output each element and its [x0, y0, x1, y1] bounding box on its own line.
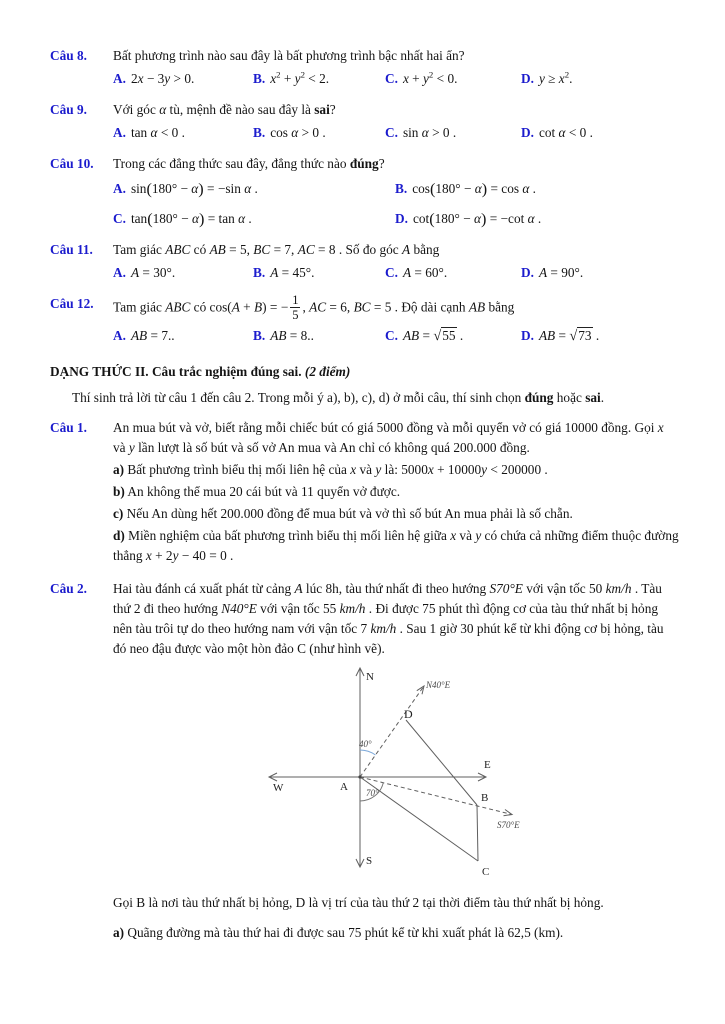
figure-caption: Gọi B là nơi tàu thứ nhất bị hỏng, D là vị trí của tàu thứ 2 tại thời điểm tàu thứ nhất bị hỏng.	[113, 895, 604, 910]
part2-true-false	[50, 362, 679, 945]
question-8	[50, 46, 679, 89]
option-letter: C.	[385, 125, 398, 140]
option-text: A = 45°.	[270, 265, 315, 280]
option-c	[113, 209, 395, 229]
compass-bearing-diagram	[255, 663, 575, 881]
option-letter: D.	[521, 265, 534, 280]
options-row	[113, 326, 679, 346]
option-letter: B.	[253, 125, 266, 140]
option-d	[521, 69, 679, 89]
bearing-n40e-arrow-icon	[417, 686, 424, 694]
question-number: Câu 12.	[50, 296, 94, 311]
option-d	[395, 209, 679, 229]
option-a	[113, 326, 253, 346]
option-text: AB = √73 .	[538, 328, 600, 344]
option-text: AB = 8..	[270, 328, 314, 343]
question-number: Câu 11.	[50, 242, 93, 257]
point-d-label: D	[404, 707, 413, 721]
statement-a: a) Quãng đường mà tàu thứ hai đi được sau 75 phút kể từ khi xuất phát là 62,5 (km).	[113, 925, 564, 940]
option-text: tan(180° − α) = tan α .	[130, 210, 252, 229]
point-c-label: C	[482, 866, 490, 878]
option-b	[253, 69, 385, 89]
question-10	[50, 154, 679, 229]
option-c	[385, 69, 521, 89]
part2-question-1	[50, 418, 679, 568]
option-letter: D.	[395, 211, 408, 226]
option-a	[113, 179, 395, 199]
options-grid	[113, 179, 679, 229]
option-letter: C.	[385, 265, 398, 280]
option-a	[113, 123, 253, 143]
option-letter: A.	[113, 265, 126, 280]
south-label: S	[366, 855, 373, 867]
statement-d: d) Miền nghiệm của bất phương trình biểu thị mối liên hệ giữa x và y có chứa cả những điểm thuộc đường thẳng x + 2y − 40 = 0 .	[113, 528, 679, 563]
question-text: Bất phương trình nào sau đây là bất phương trình bậc nhất hai ẩn?	[113, 48, 465, 63]
option-letter: D.	[521, 71, 534, 86]
west-label: W	[273, 782, 284, 794]
point-a-dot	[358, 775, 361, 778]
option-letter: C.	[385, 328, 398, 343]
option-b	[253, 263, 385, 283]
bearing-s70e-label: S70°E	[497, 820, 520, 830]
north-label: N	[366, 671, 374, 683]
option-text: AB = 7..	[130, 328, 175, 343]
option-letter: B.	[253, 328, 266, 343]
option-text: tan α < 0 .	[130, 125, 185, 140]
diagram-lines	[269, 668, 512, 867]
diagram-labels	[273, 671, 520, 878]
question-text: Tam giác ABC có AB = 5, BC = 7, AC = 8 . Số đo góc A bằng	[113, 242, 440, 257]
part2-question-2	[50, 579, 679, 945]
options-row	[113, 69, 679, 89]
option-letter: D.	[521, 125, 534, 140]
question-11	[50, 240, 679, 283]
angle-70-label: 70°	[366, 788, 379, 798]
option-text: sin(180° − α) = −sin α .	[130, 180, 258, 199]
question-number: Câu 9.	[50, 102, 87, 117]
option-text: cot(180° − α) = −cot α .	[412, 210, 542, 229]
angle-40-label: 40°	[359, 739, 372, 749]
option-a	[113, 69, 253, 89]
angle-40-arc	[360, 750, 376, 755]
question-number: Câu 2.	[50, 581, 87, 596]
section-instructions: Thí sinh trả lời từ câu 1 đến câu 2. Trong mỗi ý a), b), c), d) ở mỗi câu, thí sinh chọn đúng hoặc sai.	[72, 390, 605, 405]
question-text: Với góc α tù, mệnh đề nào sau đây là sai?	[113, 102, 336, 117]
statement-a: a) Bất phương trình biểu thị mối liên hệ của x và y là: 5000x + 10000y < 200000 .	[113, 462, 548, 477]
option-letter: A.	[113, 71, 126, 86]
bearing-line-s70e	[360, 777, 512, 815]
east-label: E	[484, 759, 491, 771]
option-text: $y \ge x^2$.	[538, 69, 573, 86]
option-text: A = 90°.	[538, 265, 584, 280]
option-text: 2x − 3y > 0.	[130, 71, 195, 86]
option-text: A = 30°.	[130, 265, 176, 280]
option-letter: A.	[113, 125, 126, 140]
option-a	[113, 263, 253, 283]
option-letter: A.	[113, 181, 126, 196]
option-b	[395, 179, 679, 199]
segment-b-c	[477, 805, 478, 861]
option-text: cos α > 0 .	[270, 125, 326, 140]
question-9	[50, 100, 679, 143]
option-text: sin α > 0 .	[402, 125, 457, 140]
question-number: Câu 10.	[50, 156, 94, 171]
question-number: Câu 1.	[50, 420, 87, 435]
option-text: A = 60°.	[402, 265, 448, 280]
option-text: cos(180° − α) = cos α .	[412, 180, 536, 199]
option-letter: B.	[395, 181, 408, 196]
section-heading: DẠNG THỨC II. Câu trắc nghiệm đúng sai. (2 điểm)	[50, 364, 351, 379]
option-c	[385, 263, 521, 283]
options-row	[113, 263, 679, 283]
option-b	[253, 123, 385, 143]
statement-c: c) Nếu An dùng hết 200.000 đồng để mua bút và vở thì số bút An mua phải là số chẵn.	[113, 506, 573, 521]
option-letter: B.	[253, 265, 266, 280]
segment-d-b	[406, 720, 477, 805]
option-c	[385, 326, 521, 346]
bearing-line-n40e	[360, 686, 424, 777]
option-letter: C.	[385, 71, 398, 86]
figure-container	[255, 663, 679, 887]
question-number: Câu 8.	[50, 48, 87, 63]
option-d	[521, 326, 679, 346]
option-d	[521, 123, 679, 143]
question-text: Trong các đẳng thức sau đây, đẳng thức nào đúng?	[113, 156, 385, 171]
option-text: $x + y^2 < 0$.	[402, 69, 458, 86]
bearing-n40e-label: N40°E	[426, 680, 451, 690]
statement-b: b) An không thể mua 20 cái bút và 11 quyển vở được.	[113, 484, 401, 499]
option-text: cot α < 0 .	[538, 125, 593, 140]
option-d	[521, 263, 679, 283]
point-a-label: A	[340, 781, 348, 793]
option-text: $x^2 + y^2 < 2$.	[270, 69, 330, 86]
option-c	[385, 123, 521, 143]
question-text: An mua bút và vở, biết rằng mỗi chiếc bút có giá 5000 đồng và mỗi quyển vở có giá 10000 đồng. Gọi x và y lần lượt là số bút và số vở An mua và An chỉ có không quá 200.000 đồng.	[113, 420, 664, 455]
options-row	[113, 123, 679, 143]
question-text: Hai tàu đánh cá xuất phát từ cảng A lúc 8h, tàu thứ nhất đi theo hướng S70°E với vận tốc 50 km/h . Tàu thứ 2 đi theo hướng N40°E với vận tốc 55 km/h . Đi được 75 phút thì động cơ của tàu thứ nhất bị hỏng nên tàu trôi tự do theo hướng nam với vận tốc 7 km/h . Sau 1 giờ 30 phút kể từ khi động cơ bị hỏng, tàu đó neo đậu được vào một hòn đảo C (như hình vẽ).	[113, 581, 664, 656]
option-letter: A.	[113, 328, 126, 343]
option-text: AB = √55 .	[402, 328, 464, 344]
option-b	[253, 326, 385, 346]
part1-multiple-choice	[50, 46, 679, 346]
question-12	[50, 294, 679, 346]
option-letter: D.	[521, 328, 534, 343]
option-letter: B.	[253, 71, 266, 86]
question-text: Tam giác ABC có cos(A + B) = − $\frac{1}{5}$ , AC = 6, BC = 5 . Độ dài cạnh AB bằng	[113, 293, 515, 322]
point-b-label: B	[481, 792, 489, 804]
option-letter: C.	[113, 211, 126, 226]
